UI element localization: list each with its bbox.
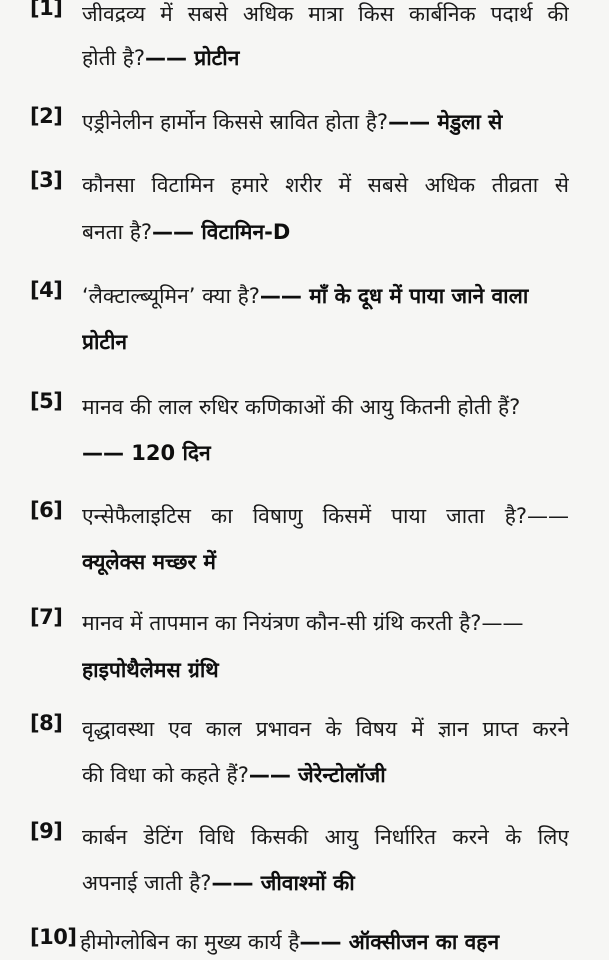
answer-text: क्यूलेक्स मच्छर में: [82, 550, 216, 574]
item-number: [8]: [30, 711, 63, 735]
answer-text: —— ऑक्सीजन का वहन: [299, 930, 500, 954]
question-text-end: की विधा को कहते हैं?: [82, 763, 249, 787]
answer-text: —— विटामिन-D: [152, 220, 291, 244]
question-text: [80, 928, 569, 956]
answer-text: —— जीवाश्मों की: [211, 871, 355, 895]
question-text-continued: [82, 869, 569, 897]
answer-text: —— मेडुला से: [388, 110, 503, 134]
question-text: [82, 108, 569, 136]
item-number: [2]: [30, 104, 63, 128]
question-text-continued: [82, 218, 569, 246]
question-text: वृद्धावस्था एव काल प्रभावन के विषय में ज्ञान प्राप्त करने: [82, 717, 569, 741]
answer-text: —— जेरेन्टोलॉजी: [248, 763, 386, 787]
question-text: जीवद्रव्य में सबसे अधिक मात्रा किस कार्बनिक पदार्थ की: [82, 2, 569, 26]
question-text: मानव की लाल रुधिर कणिकाओं की आयु कितनी होती हैं?: [82, 395, 521, 419]
question-text: कार्बन डेटिंग विधि किसकी आयु निर्धारित करने के लिए: [82, 825, 569, 849]
answer-text-continued: प्रोटीन: [82, 330, 128, 354]
question-text: एन्सेफैलाइटिस का विषाणु किसमें पाया जाता है?——: [82, 504, 569, 528]
question-text-start: ‘लैक्टाल्ब्यूमिन’ क्या है?: [82, 284, 260, 308]
item-number: [10]: [30, 925, 77, 949]
item-number: [7]: [30, 605, 63, 629]
question-text: [82, 282, 569, 310]
question-text: मानव में तापमान का नियंत्रण कौन-सी ग्रंथि करती है?——: [82, 611, 524, 635]
item-number: [5]: [30, 389, 63, 413]
item-number: [3]: [30, 168, 63, 192]
question-text-start: हीमोग्लोबिन का मुख्य कार्य है: [80, 930, 300, 954]
question-text-end: होती है?: [82, 46, 145, 70]
question-text-continued: [82, 44, 569, 72]
answer-text: —— 120 दिन: [82, 441, 211, 465]
answer-text: —— प्रोटीन: [144, 46, 240, 70]
answer-text: —— माँ के दूध में पाया जाने वाला: [259, 284, 529, 308]
question-text-end: अपनाई जाती है?: [82, 871, 212, 895]
question-text-end: बनता है?: [82, 220, 153, 244]
item-number: [9]: [30, 819, 63, 843]
item-number: [1]: [30, 0, 63, 20]
item-number: [6]: [30, 498, 63, 522]
question-text: कौनसा विटामिन हमारे शरीर में सबसे अधिक तीव्रता से: [82, 173, 569, 197]
item-number: [4]: [30, 278, 63, 302]
question-text-continued: [82, 761, 569, 789]
question-text-start: एड्रीनेलीन हार्मोन किससे स्रावित होता है?: [82, 110, 389, 134]
answer-text: हाइपोथैलेमस ग्रंथि: [82, 658, 219, 682]
